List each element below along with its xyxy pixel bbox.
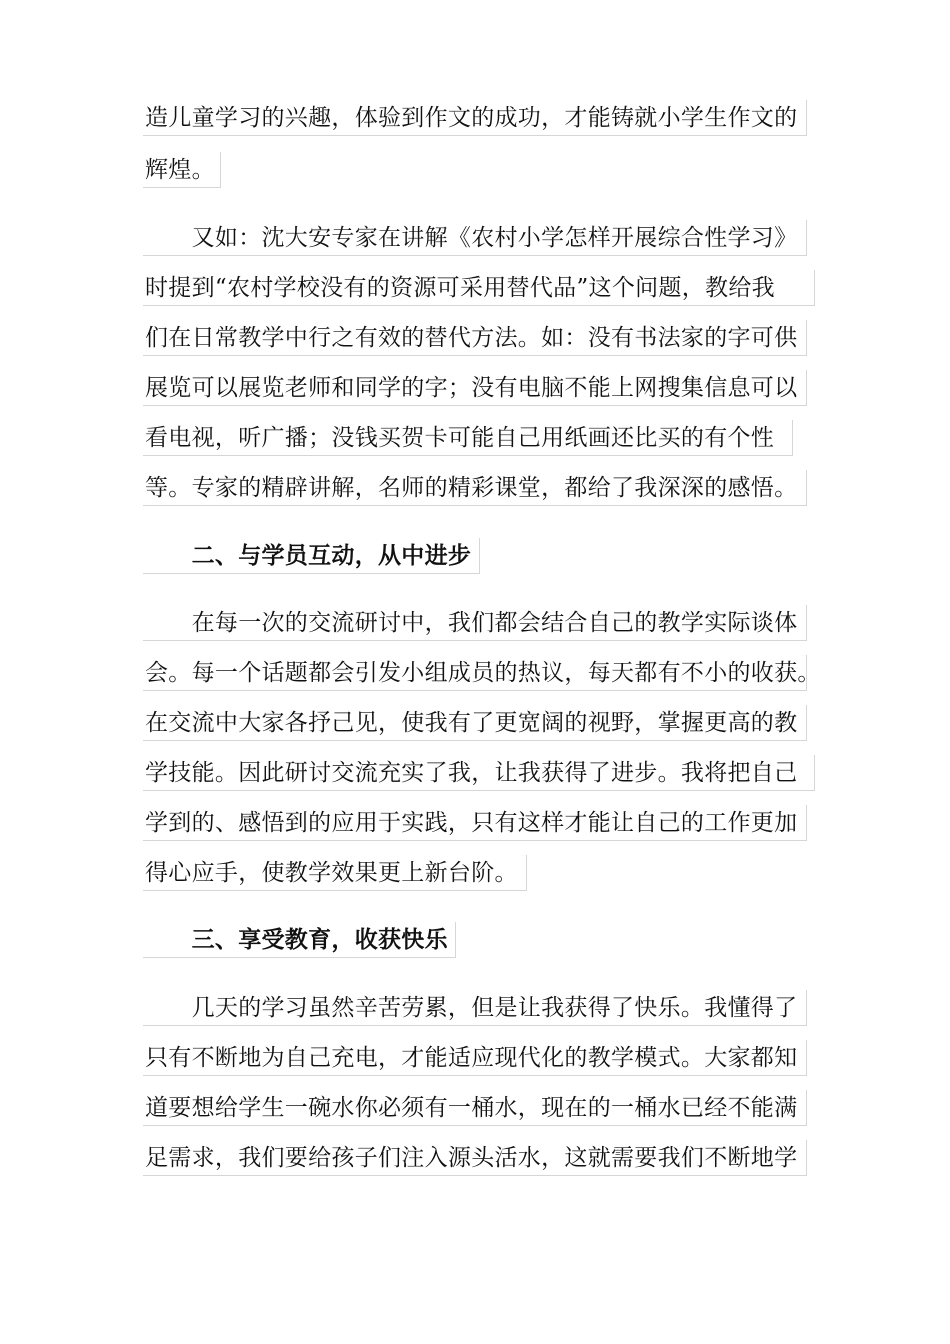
paragraph-1-line-1: 造儿童学习的兴趣，体验到作文的成功，才能铸就小学生作文的 <box>143 100 807 136</box>
paragraph-2-line-6: 等。专家的精辟讲解，名师的精彩课堂，都给了我深深的感悟。 <box>143 470 807 506</box>
paragraph-4-line-4: 足需求，我们要给孩子们注入源头活水，这就需要我们不断地学 <box>143 1140 807 1176</box>
paragraph-2-line-5: 看电视，听广播；没钱买贺卡可能自己用纸画还比买的有个性 <box>143 420 793 456</box>
paragraph-4-line-3: 道要想给学生一碗水你必须有一桶水，现在的一桶水已经不能满 <box>143 1090 807 1126</box>
paragraph-4-line-2: 只有不断地为自己充电，才能适应现代化的教学模式。大家都知 <box>143 1040 807 1076</box>
paragraph-2-line-2: 时提到“农村学校没有的资源可采用替代品”这个问题，教给我 <box>143 270 815 306</box>
paragraph-2-line-4: 展览可以展览老师和同学的字；没有电脑不能上网搜集信息可以 <box>143 370 807 406</box>
paragraph-4-line-1: 几天的学习虽然辛苦劳累，但是让我获得了快乐。我懂得了 <box>143 990 807 1026</box>
section-heading-2: 二、与学员互动，从中进步 <box>143 538 480 574</box>
paragraph-3-line-6: 得心应手，使教学效果更上新台阶。 <box>143 855 527 891</box>
paragraph-3-line-1: 在每一次的交流研讨中，我们都会结合自己的教学实际谈体 <box>143 605 807 641</box>
paragraph-3-line-3: 在交流中大家各抒己见，使我有了更宽阔的视野，掌握更高的教 <box>143 705 807 741</box>
paragraph-1-line-2: 辉煌。 <box>143 152 221 188</box>
paragraph-3-line-4: 学技能。因此研讨交流充实了我，让我获得了进步。我将把自己 <box>143 755 815 791</box>
section-heading-3: 三、享受教育，收获快乐 <box>143 922 456 958</box>
paragraph-2-line-3: 们在日常教学中行之有效的替代方法。如：没有书法家的字可供 <box>143 320 807 356</box>
paragraph-3-line-5: 学到的、感悟到的应用于实践，只有这样才能让自己的工作更加 <box>143 805 807 841</box>
paragraph-2-line-1: 又如：沈大安专家在讲解《农村小学怎样开展综合性学习》 <box>143 220 807 256</box>
paragraph-3-line-2: 会。每一个话题都会引发小组成员的热议，每天都有不小的收获。 <box>143 655 807 691</box>
